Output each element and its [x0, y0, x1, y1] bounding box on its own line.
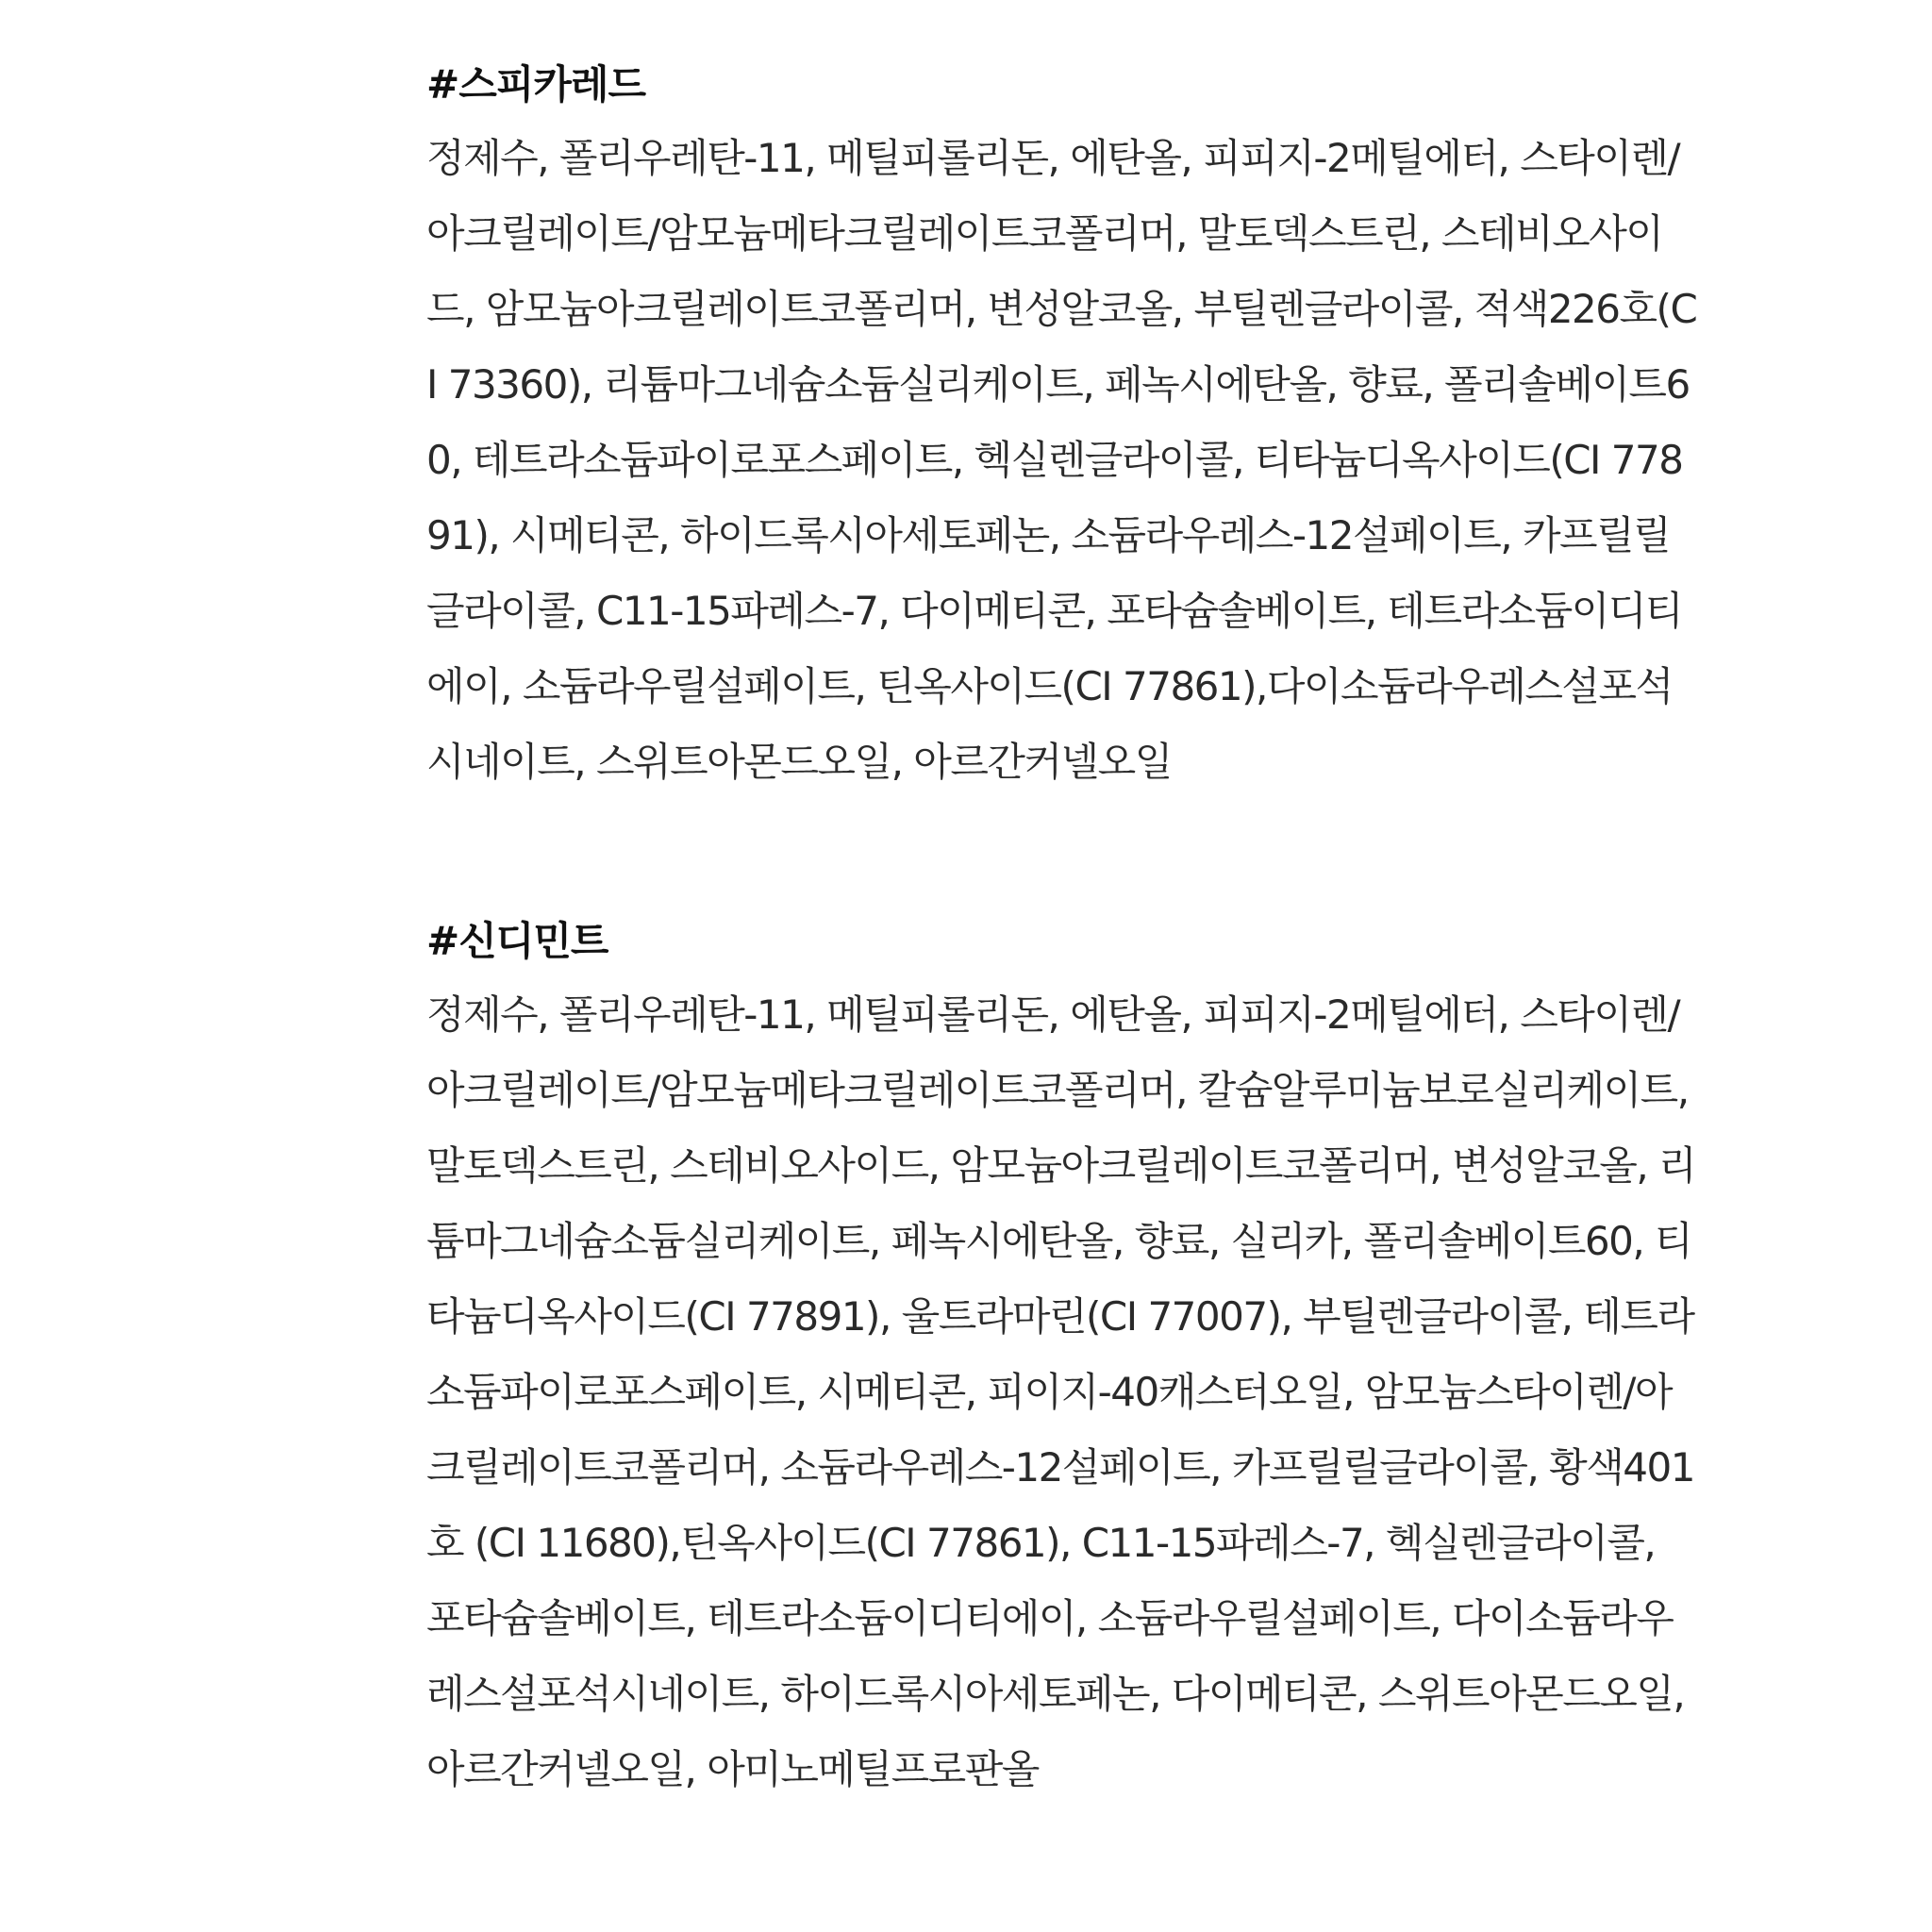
section-title: #스피카레드 — [426, 61, 646, 108]
section-title: #신디민트 — [426, 918, 608, 964]
ingredient-list: 정제수, 폴리우레탄-11, 메틸피롤리돈, 에탄올, 피피지-2메틸에터, 스타이렌/아크릴레이트/암모늄메타크릴레이트코폴리머, 칼슘알루미늄보로실리케이트, 말토덱스트린, 스테비오사이드, 암모늄아크릴레이트코폴리머, 변성알코올, 리튬마그네슘소듐실리케이트, 페녹시에탄올, 향료, 실리카, 폴리솔베이트60, 티타늄디옥사이드(CI 77891), 울트라마린(CI 77007), 부틸렌글라이콜, 테트라소듐파이로포스페이트, 시메티콘, 피이지-40캐스터오일, 암모늄스타이렌/아크릴레이트코폴리머, 소듐라우레스-12설페이트, 카프릴릴글라이콜, 황색401호 (CI 11680),틴옥사이드(CI 77861), C11-15파레스-7, 헥실렌글라이콜, 포타슘솔베이트, 테트라소듐이디티에이, 소듐라우릴설페이트, 다이소듐라우레스설포석시네이트, 하이드록시아세토페논, 다이메티콘, 스위트아몬드오일, 아르간커넬오일, 아미노메틸프로판올 — [426, 991, 1696, 1792]
section-cindy-mint — [426, 913, 1702, 1807]
section-spica-red — [426, 57, 1702, 800]
ingredients-document — [426, 57, 1702, 1807]
ingredient-list: 정제수, 폴리우레탄-11, 메틸피롤리돈, 에탄올, 피피지-2메틸에터, 스타이렌/아크릴레이트/암모늄메타크릴레이트코폴리머, 말토덱스트린, 스테비오사이드, 암모늄아크릴레이트코폴리머, 변성알코올, 부틸렌글라이콜, 적색226호(CI 73360), 리튬마그네슘소듐실리케이트, 페녹시에탄올, 향료, 폴리솔베이트60, 테트라소듐파이로포스페이트, 헥실렌글라이콜, 티타늄디옥사이드(CI 77891), 시메티콘, 하이드록시아세토페논, 소듐라우레스-12설페이트, 카프릴릴글라이콜, C11-15파레스-7, 다이메티콘, 포타슘솔베이트, 테트라소듐이디티에이, 소듐라우릴설페이트, 틴옥사이드(CI 77861),다이소듐라우레스설포석시네이트, 스위트아몬드오일, 아르간커넬오일 — [426, 135, 1697, 785]
